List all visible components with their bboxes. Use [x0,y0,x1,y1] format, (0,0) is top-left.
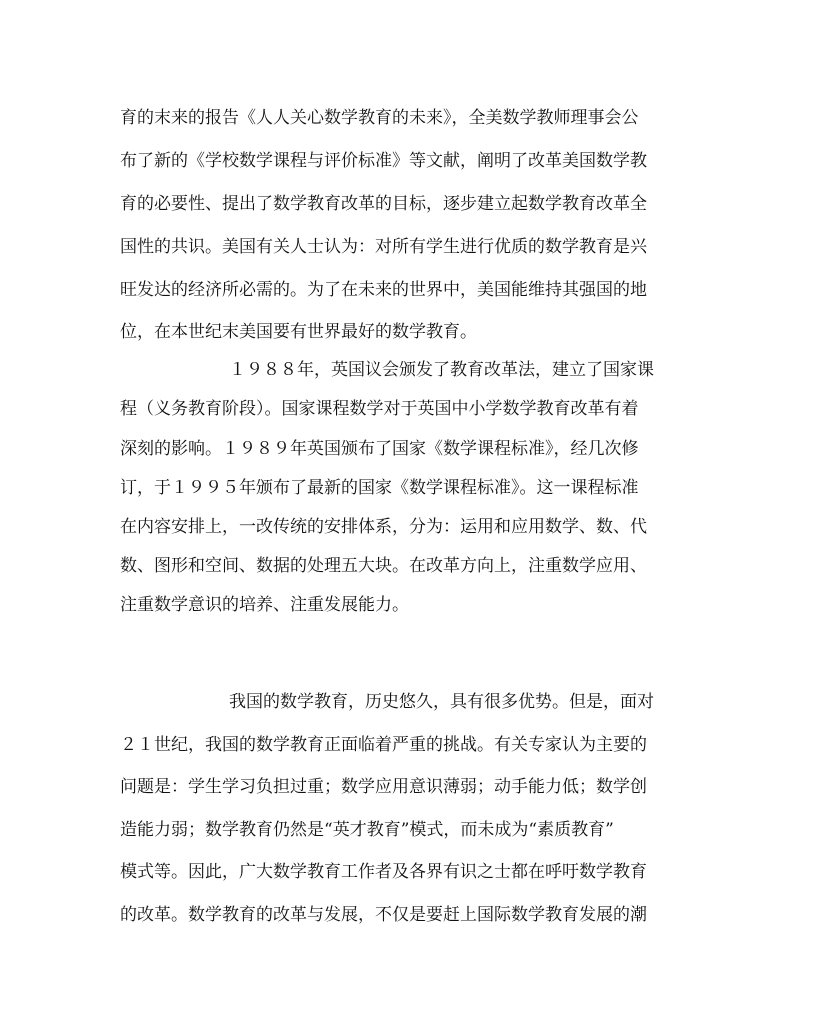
text-line-indented: 我国的数学教育，历史悠久，具有很多优势。但是，面对 [229,692,654,712]
text-line: 育的末来的报告《人人关心数学教育的未来》，全美数学教师理事会公 [120,108,639,128]
text-line-indented: １９８８年，英国议会颁发了教育改革法，建立了国家课 [229,360,654,380]
text-line: 深刻的影响。１９８９年英国颁布了国家《数学课程标准》，经几次修 [120,439,639,459]
text-line: ２１世纪，我国的数学教育正面临着严重的挑战。有关专家认为主要的 [120,735,647,755]
text-line: 程（义务教育阶段）。国家课程数学对于英国中小学数学教育改革有着 [120,399,639,419]
text-line: 的改革。数学教育的改革与发展，不仅是要赶上国际数学教育发展的潮 [120,905,647,925]
text-line: 位，在本世纪末美国要有世界最好的数学教育。 [120,322,477,342]
text-line: 问题是：学生学习负担过重；数学应用意识薄弱；动手能力低；数学创 [120,777,647,797]
text-line: 在内容安排上，一改传统的安排体系，分为：运用和应用数学、数、代 [120,517,647,537]
text-line: 模式等。因此，广大数学教育工作者及各界有识之士都在呼吁数学教育 [120,862,647,882]
text-line: 育的必要性、提出了数学教育改革的目标，逐步建立起数学教育改革全 [120,194,647,214]
text-line: 数、图形和空间、数据的处理五大块。在改革方向上，注重数学应用、 [120,556,647,576]
text-line: 旺发达的经济所必需的。为了在未来的世界中，美国能维持其强国的地 [120,280,647,300]
text-line: 布了新的《学校数学课程与评价标准》等文献，阐明了改革美国数学教 [120,151,647,171]
text-line: 造能力弱；数学教育仍然是“英才教育”模式，而未成为“素质教育” [120,820,614,840]
text-line: 注重数学意识的培养、注重发展能力。 [120,595,409,615]
text-line: 国性的共识。美国有关人士认为：对所有学生进行优质的数学教育是兴 [120,237,647,257]
text-line: 订，于１９９５年颁布了最新的国家《数学课程标准》。这一课程标准 [120,478,639,498]
